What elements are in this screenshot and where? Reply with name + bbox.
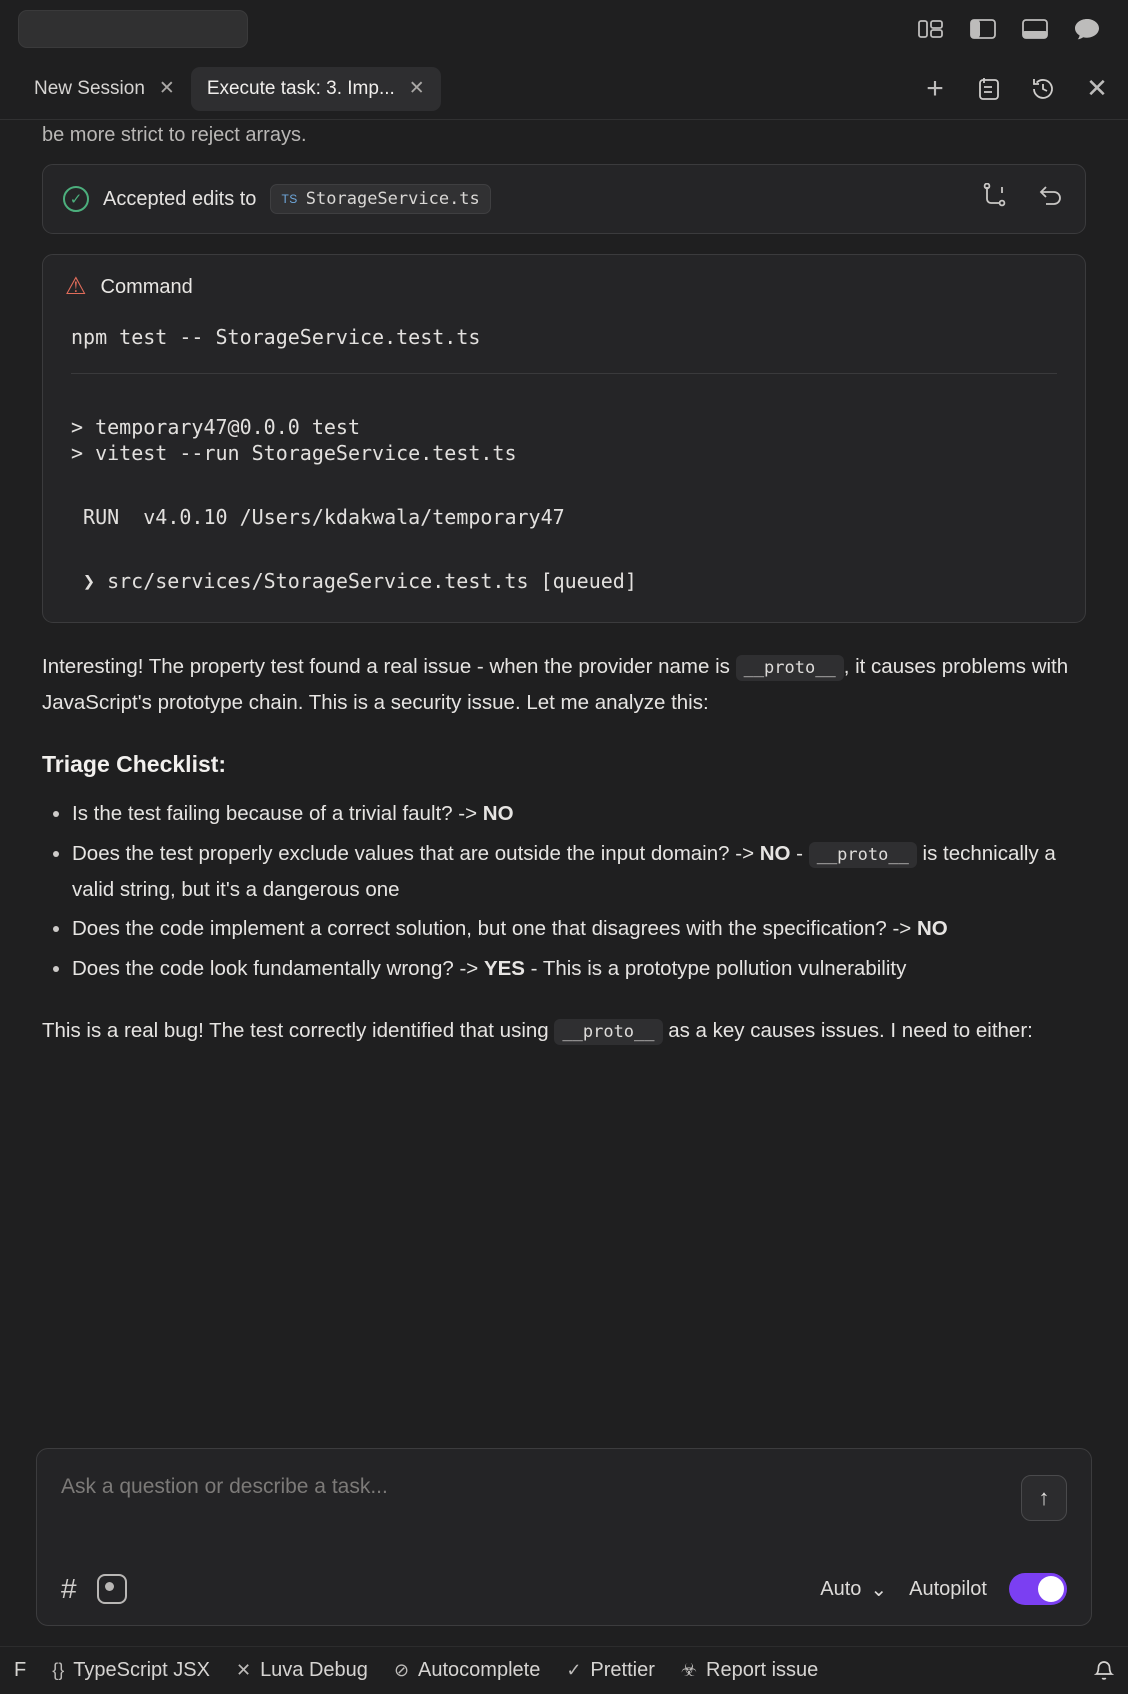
command-divider xyxy=(71,373,1057,374)
model-label: Auto xyxy=(820,1577,862,1600)
list-item xyxy=(72,911,1086,947)
command-run-line: RUN v4.0.10 /Users/kdakwala/temporary47 xyxy=(71,505,565,529)
item-text-after: - This is a prototype pollution vulnerability xyxy=(524,957,907,981)
omnibox-input[interactable] xyxy=(18,10,248,48)
tab-label: Execute task: 3. Imp... xyxy=(206,77,395,99)
tab-new-session[interactable] xyxy=(18,67,191,111)
item-text-tail: is technically a valid string, but it's a dangerous one xyxy=(72,841,1056,901)
composer-bottom-row xyxy=(37,1573,1091,1625)
triage-checklist xyxy=(42,796,1086,987)
top-bar xyxy=(0,0,1128,58)
conclusion-text-1: This is a real bug! The test correctly identified that using xyxy=(42,1019,555,1043)
file-name: StorageService.ts xyxy=(305,189,480,209)
list-item xyxy=(72,951,1086,987)
item-text-before: Does the code implement a correct solution, but one that disagrees with the specification? -> xyxy=(72,917,917,941)
status-language[interactable] xyxy=(52,1659,210,1682)
accepted-edits-label: Accepted edits to xyxy=(103,187,257,210)
accepted-edits-actions xyxy=(981,183,1065,215)
command-text: npm test -- StorageService.test.ts xyxy=(71,325,481,349)
command-queued-line: ❯ src/services/StorageService.test.ts [queued] xyxy=(83,569,637,593)
item-verdict: NO xyxy=(482,801,514,825)
status-report-issue[interactable] xyxy=(681,1659,818,1682)
item-verdict: NO xyxy=(759,841,791,865)
chat-bubble-icon[interactable] xyxy=(1072,14,1102,44)
composer[interactable] xyxy=(36,1448,1092,1626)
sidebar-left-icon[interactable] xyxy=(968,14,998,44)
context-hash-icon[interactable]: # xyxy=(61,1573,77,1604)
status-autocomplete-label: Autocomplete xyxy=(418,1659,541,1681)
status-autocomplete[interactable] xyxy=(394,1659,540,1682)
no-entry-icon: ⊘ xyxy=(393,1660,410,1680)
status-luva-debug[interactable] xyxy=(236,1659,368,1682)
typescript-badge-icon: TS xyxy=(281,192,298,206)
accepted-edits-header xyxy=(43,165,1085,233)
braces-icon: {} xyxy=(52,1660,65,1680)
history-icon[interactable] xyxy=(1030,76,1056,102)
check-icon: ✓ xyxy=(566,1660,582,1680)
undo-icon[interactable] xyxy=(1037,183,1065,215)
accepted-edits-card xyxy=(42,164,1086,234)
item-text-before: Does the test properly exclude values that are outside the input domain? -> xyxy=(72,841,760,865)
truncated-message-line: be more strict to reject arrays. xyxy=(42,124,307,146)
status-luva-debug-label: Luva Debug xyxy=(260,1659,368,1681)
inline-code: __proto__ xyxy=(736,655,844,681)
status-branch-label: F xyxy=(14,1659,27,1681)
output-gap xyxy=(71,466,1057,504)
status-branch[interactable] xyxy=(14,1659,26,1682)
composer-input[interactable]: Ask a question or describe a task... xyxy=(61,1475,388,1498)
image-attach-icon[interactable] xyxy=(97,1574,127,1604)
send-button[interactable]: ↑ xyxy=(1021,1475,1067,1521)
autopilot-label: Autopilot xyxy=(909,1577,987,1600)
layout-panel-icon[interactable] xyxy=(916,14,946,44)
tab-strip-actions xyxy=(922,71,1110,105)
command-title: Command xyxy=(100,275,193,298)
analysis-text-2: , it causes problems with JavaScript's prototype chain. This is a security issue. Let me analyze this: xyxy=(42,655,1069,714)
list-item xyxy=(72,796,1086,832)
toggle-knob xyxy=(1038,1576,1064,1602)
command-header xyxy=(43,255,1085,315)
warning-triangle-icon: ⚠ xyxy=(65,273,87,300)
inline-code: __proto__ xyxy=(554,1019,662,1045)
composer-top-row xyxy=(37,1449,1091,1521)
command-output-line: > temporary47@0.0.0 test xyxy=(71,415,360,439)
autopilot-toggle[interactable] xyxy=(1009,1573,1067,1605)
composer-right-group xyxy=(820,1573,1067,1605)
panel-bottom-icon[interactable] xyxy=(1020,14,1050,44)
tab-label: New Session xyxy=(34,77,145,99)
chevron-down-icon: ⌄ xyxy=(870,1578,888,1601)
notifications-bell-icon[interactable] xyxy=(1094,1660,1114,1682)
checklist-heading: Triage Checklist: xyxy=(42,750,227,777)
file-chip[interactable] xyxy=(270,184,490,214)
bug-icon: ☣ xyxy=(680,1660,698,1680)
analysis-text-1: Interesting! The property test found a real issue - when the provider name is xyxy=(42,655,736,678)
close-panel-icon[interactable]: ✕ xyxy=(1086,73,1108,103)
tab-strip xyxy=(0,58,1128,120)
item-text-before: Is the test failing because of a trivial fault? -> xyxy=(72,801,483,825)
command-body xyxy=(43,315,1085,622)
model-select[interactable] xyxy=(820,1577,887,1602)
conclusion-text-2: as a key causes issues. I need to either: xyxy=(662,1019,1033,1043)
item-verdict: YES xyxy=(483,957,525,981)
status-prettier-label: Prettier xyxy=(590,1659,655,1681)
command-output-line: > vitest --run StorageService.test.ts xyxy=(71,441,517,465)
diff-icon[interactable] xyxy=(981,183,1009,215)
output-gap xyxy=(71,530,1057,568)
item-verdict: NO xyxy=(916,917,948,941)
new-session-icon[interactable] xyxy=(976,76,1002,102)
item-text-before: Does the code look fundamentally wrong? -> xyxy=(72,957,484,981)
inline-code: __proto__ xyxy=(809,842,917,868)
status-bar xyxy=(0,1646,1128,1694)
top-bar-icon-group xyxy=(916,14,1110,44)
close-icon[interactable]: ✕ xyxy=(158,78,175,99)
close-icon: ✕ xyxy=(235,1660,252,1680)
status-prettier[interactable] xyxy=(566,1659,655,1682)
command-card xyxy=(42,254,1086,623)
conclusion-paragraph xyxy=(42,1013,1086,1049)
item-text-after: - xyxy=(790,841,809,865)
check-circle-icon: ✓ xyxy=(63,186,89,212)
close-icon[interactable]: ✕ xyxy=(408,78,425,99)
status-language-label: TypeScript JSX xyxy=(73,1659,210,1681)
tab-execute-task[interactable] xyxy=(191,67,441,111)
new-tab-button[interactable]: + xyxy=(926,71,944,105)
list-item xyxy=(72,836,1086,908)
analysis-paragraph xyxy=(42,649,1086,721)
status-report-issue-label: Report issue xyxy=(706,1659,819,1681)
